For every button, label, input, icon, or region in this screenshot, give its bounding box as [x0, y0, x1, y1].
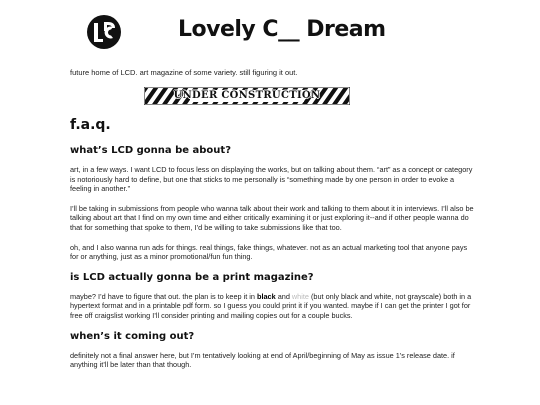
lcd-logo: [86, 14, 122, 50]
faq-heading: f.a.q.: [70, 117, 111, 133]
faq-answer-about-paragraph-1: art, in a few ways. I want LCD to focus less on displaying the works, but on talking about them. “art” as a concept or category is notoriously hard to define, but one that sticks to me personally is “something made by one person in order to evoke a feeling in another.”: [70, 165, 473, 194]
banner-text: UNDER CONSTRUCTION: [173, 90, 321, 101]
faq-question-release: when’s it coming out?: [70, 330, 195, 342]
faq-answer-about-paragraph-2: I’ll be taking in submissions from people who wanna talk about their work and talking to them about it in interviews. I’ll also be talking about art that I find on my own time and either critically examining it or just exploring it--and if other people wanna do that for something that spoke to them, I’d be willing to take submissions like that too.: [70, 203, 474, 232]
black-word: black: [257, 291, 276, 301]
faq-answer-release-paragraph: definitely not a final answer here, but I’m tentatively looking at end of April/beginning of May as issue 1’s release date. if anything it’ll be later than that though.: [70, 350, 455, 370]
under-construction-banner: [144, 87, 350, 105]
site-title: Lovely C__ Dream: [178, 17, 386, 42]
main-content: [70, 68, 474, 380]
answer-text: maybe? I’d have to figure that out. the plan is to keep it in: [70, 291, 257, 301]
site-header: [0, 0, 540, 64]
answer-text: and: [275, 291, 292, 301]
faq-question-print: is LCD actually gonna be a print magazine?: [70, 271, 314, 283]
white-word: white: [291, 291, 309, 301]
faq-question-about: what’s LCD gonna be about?: [70, 145, 232, 156]
faq-answer-print-paragraph: [70, 292, 474, 321]
faq-answer-about-paragraph-3: oh, and I also wanna run ads for things. real things, fake things, whatever. not as an actual marketing tool that anyone pays for or anything, just as a minor promotional/fun fun thing.: [70, 242, 468, 262]
site-tagline: future home of LCD. art magazine of some variety. still figuring it out.: [70, 68, 298, 77]
answer-text: (but only black and white, not grayscale) both in a hypertext format and in a printable pdf form. so I guess you could print it if you wanted. maybe if I can get the printer I got for free off craigslist working I’ll consider printing and mailing copies out for a couple bucks.: [70, 291, 472, 320]
